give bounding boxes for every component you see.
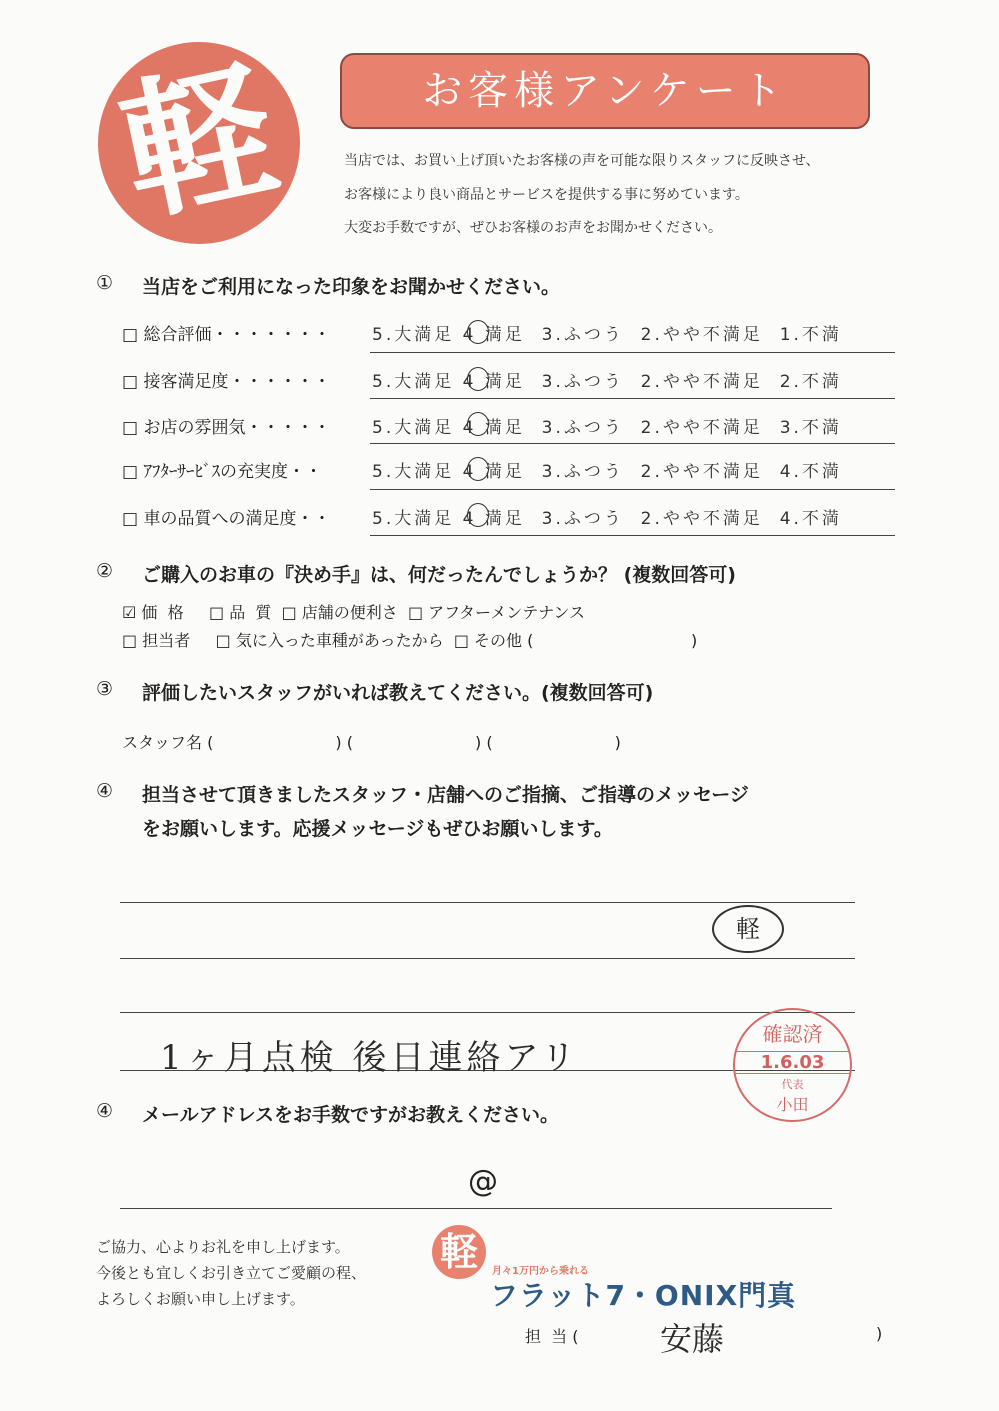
footer-line-2: 今後とも宜しくお引き立てご愛顧の程、 xyxy=(96,1264,367,1282)
stamp-date: 1.6.03 xyxy=(735,1051,850,1074)
staff-name-line: スタッフ名 ( ) ( ) ( ) xyxy=(122,733,621,752)
tanto-close: ) xyxy=(876,1324,883,1343)
row-divider xyxy=(370,443,895,444)
confirmation-stamp xyxy=(733,1008,852,1122)
intro-line-3: 大変お手数ですが、ぜひお客様のお声をお聞かせください。 xyxy=(344,220,722,236)
q1-row-options: 5.大満足 4 満足 3.ふつう 2.やや不満足 3.不満 xyxy=(372,418,842,438)
handwritten-kei-mark: 軽 xyxy=(712,905,784,953)
q1-row-label: □ 接客満足度・・・・・・ xyxy=(122,372,331,392)
row-divider xyxy=(370,535,895,536)
email-line xyxy=(120,1208,832,1209)
footer-line-1: ご協力、心よりお礼を申し上げます。 xyxy=(96,1238,350,1256)
message-line xyxy=(120,902,855,903)
q2-heading: ご購入のお車の『決め手』は、何だったんでしょうか？ (複数回答可) xyxy=(142,564,736,586)
q4-heading-line-1: 担当させて頂きましたスタッフ・店舗へのご指摘、ご指導のメッセージ xyxy=(142,784,749,806)
stamp-name: 小田 xyxy=(776,1095,809,1114)
q4-heading-line-2: をお願いします。応援メッセージもぜひお願いします。 xyxy=(142,818,613,840)
q4-number: ④ xyxy=(96,780,114,802)
q5-number: ④ xyxy=(96,1100,114,1122)
q3-heading: 評価したいスタッフがいれば教えてください。(複数回答可) xyxy=(142,682,654,704)
q1-number: ① xyxy=(96,272,114,294)
q3-number: ③ xyxy=(96,678,114,700)
selection-circle-mark xyxy=(467,503,489,527)
q5-heading: メールアドレスをお手数ですがお教えください。 xyxy=(142,1104,560,1126)
selection-circle-mark xyxy=(467,457,489,481)
at-sign: @ xyxy=(468,1164,498,1199)
row-divider xyxy=(370,398,895,399)
brand-kei-logo: 軽 xyxy=(432,1225,486,1279)
brand-tagline: 月々1万円から乗れる xyxy=(492,1266,589,1277)
q2-number: ② xyxy=(96,560,114,582)
q1-heading: 当店をご利用になった印象をお聞かせください。 xyxy=(142,276,561,298)
q1-row-label: □ 総合評価・・・・・・・ xyxy=(122,325,331,345)
brand-name: フラット7・ONIX門真 xyxy=(490,1279,797,1312)
q2-options-line-2: □ 担当者 □ 気に入った車種があったから □ その他 ( ) xyxy=(122,631,698,650)
intro-line-2: お客様により良い商品とサービスを提供する事に努めています。 xyxy=(344,187,749,203)
q2-options-line-1: ☑ 価 格 □ 品 質 □ 店舗の便利さ □ アフターメンテナンス xyxy=(122,603,585,622)
q1-row-label: □ ｱﾌﾀｰｻｰﾋﾞｽの充実度・・ xyxy=(122,462,322,482)
q1-row-options: 5.大満足 4 満足 3.ふつう 2.やや不満足 4.不満 xyxy=(372,462,842,482)
kei-logo: 軽 xyxy=(79,23,319,263)
q1-row-label: □ お店の雰囲気・・・・・ xyxy=(122,418,331,438)
handwritten-message: 1ヶ月点検 後日連絡アリ xyxy=(160,1038,580,1078)
row-divider xyxy=(370,352,895,353)
q1-row-label: □ 車の品質への満足度・・ xyxy=(122,509,331,529)
tanto-label: 担 当 ( xyxy=(525,1327,579,1346)
intro-line-1: 当店では、お買い上げ頂いたお客様の声を可能な限りスタッフに反映させ、 xyxy=(344,153,820,169)
stamp-status: 確認済 xyxy=(762,1022,823,1046)
selection-circle-mark xyxy=(467,320,489,344)
tanto-name: 安藤 xyxy=(660,1320,725,1358)
message-line xyxy=(120,958,855,959)
stamp-role: 代表 xyxy=(781,1078,804,1091)
selection-circle-mark xyxy=(467,367,489,391)
q1-row-options: 5.大満足 4 満足 3.ふつう 2.やや不満足 4.不満 xyxy=(372,509,842,529)
message-line xyxy=(120,1012,855,1013)
q1-row-options: 5.大満足 4 満足 3.ふつう 2.やや不満足 2.不満 xyxy=(372,372,842,392)
page-title: お客様アンケート xyxy=(340,53,870,129)
q1-row-options: 5.大満足 4 満足 3.ふつう 2.やや不満足 1.不満 xyxy=(372,325,842,345)
footer-line-3: よろしくお願い申し上げます。 xyxy=(96,1290,305,1308)
row-divider xyxy=(370,489,895,490)
selection-circle-mark xyxy=(467,412,489,436)
